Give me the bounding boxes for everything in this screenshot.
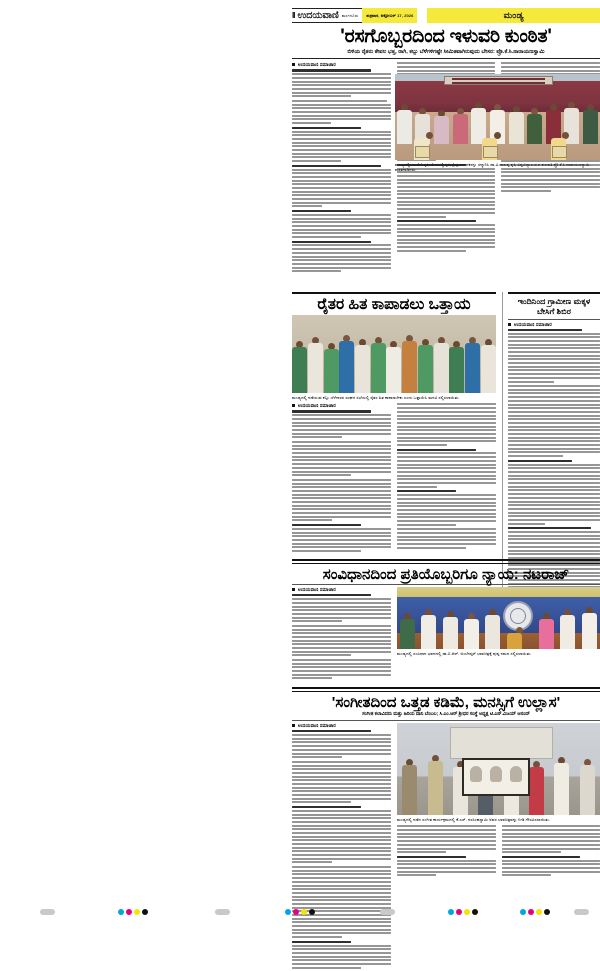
- third-block: [292, 556, 600, 682]
- paragraph: [508, 329, 600, 383]
- paragraph: [292, 761, 391, 804]
- bullet-square-icon: [508, 323, 511, 326]
- yellow-dot-icon: [464, 909, 470, 915]
- magenta-dot-icon: [528, 909, 534, 915]
- cyan-dot-icon: [520, 909, 526, 915]
- byline: [292, 723, 391, 728]
- byline: [508, 322, 600, 327]
- story3-photo-region: [397, 587, 600, 656]
- photo-people-front-row: [395, 132, 600, 160]
- cmyk-dots-2: [285, 909, 315, 915]
- magenta-dot-icon: [126, 909, 132, 915]
- story4-photo-caption: ಮಂಡ್ಯದಲ್ಲಿ ನಡೆದ ಸಂಗೀತ ಕಾರ್ಯಕ್ರಮದಲ್ಲಿ ಕೆ.ಎಸ್. ನರಸಿಂಹಸ್ವಾಮಿ ಅವರ ಭಾವಚಿತ್ರವನ್ನು ನೀಡಿ ಗೌರವಿಸಲಾಯಿತು.: [397, 817, 600, 823]
- story3-photo-caption: ಮಂಡ್ಯದಲ್ಲಿ ಸಂವಿಧಾನ ಭವನದಲ್ಲಿ ಡಾ.ಬಿ.ಆರ್. ಅಂಬೇಡ್ಕರ್ ಭಾವಚಿತ್ರಕ್ಕೆ ಪುಷ್ಪ ನಮನ ಸಲ್ಲಿಸಲಾಯಿತು.: [397, 651, 600, 657]
- magenta-dot-icon: [456, 909, 462, 915]
- paragraph: [508, 460, 600, 525]
- story2-region: [292, 292, 496, 555]
- lead-rule: [292, 58, 600, 59]
- cyan-dot-icon: [285, 909, 291, 915]
- story2-column-1: [292, 403, 391, 554]
- paragraph: [292, 410, 391, 438]
- lead-photo-caption: ಮಂಡ್ಯದಲ್ಲಿ ಎಂ.ಕೆ.ವಿ ಕೃಷಿ ಮೇಳದಲ್ಲಿ ಕೃಷಿ ಕ್ಷೇತ್ರದ ಸಾಧಕರನ್ನು ಸನ್ಮಾನಿಸಿ ಡಾ.ವಿ.ಹಾಲಪ್ಪ ಕೃಷಿ ವಿಶ್ವವಿದ್ಯಾಲಯದ ಕುಲಪತಿ ಪ್ರೊ.ಕೆ.ಸಿ.ನಾರಾಯಣಸ್ವಾಮಿ ಮಾತನಾಡಿದರು.: [395, 162, 600, 173]
- bullet-square-icon: [292, 404, 295, 407]
- photo-dignitaries-row: [397, 607, 600, 649]
- story4-headline: 'ಸಂಗೀತದಿಂದ ಒತ್ತಡ ಕಡಿಮೆ, ಮನಸ್ಸಿಗೆ ಉಲ್ಲಾಸ': [292, 695, 600, 711]
- story3-column-1: [292, 587, 391, 682]
- paragraph: [292, 625, 391, 657]
- lead-column-1: [292, 62, 391, 275]
- story3-photo: [397, 587, 600, 649]
- byline: [292, 587, 391, 592]
- paragraph: [397, 449, 496, 488]
- byline-label: ಉದಯವಾಣಿ ಸಮಾಚಾರ: [514, 322, 552, 327]
- story3-headline: ಸಂವಿಧಾನದಿಂದ ಪ್ರತಿಯೊಬ್ಬರಿಗೂ ನ್ಯಾಯ: ನಟರಾಜ್: [292, 567, 600, 583]
- lead-photo: [395, 74, 600, 160]
- cmyk-dots-1: [118, 909, 148, 915]
- page-sheet: [292, 8, 600, 894]
- paragraph: [292, 730, 391, 758]
- paragraph: [397, 490, 496, 525]
- story2-photo-caption: ಮಂಡ್ಯದಲ್ಲಿ ನಡೆಯುವ ಕಬ್ಬು ಬೆಳೆಗಾರರ ಸಂಘದ ಸಭೆಯಲ್ಲಿ ರೈತರ ಹಿತ ಕಾಪಾಡಬೇಕು ಎಂದು ಒತ್ತಾಯಿಸಿ ಮನವಿ ಸಲ್ಲಿಸಲಾಯಿತು.: [292, 395, 496, 401]
- lead-headline: 'ರಸಗೊಬ್ಬರದಿಂದ ಇಳುವರಿ ಕುಂಠಿತ': [292, 27, 600, 47]
- registration-pill: [380, 909, 395, 915]
- paper-name: ಉದಯವಾಣಿ: [297, 11, 338, 21]
- stage-banner: [444, 76, 553, 85]
- story4-subhead: ಸಂಗೀತ ಕಲಾವಿದರು ಮತ್ತು ಹಿರಿಯ ದಾನಿ ಬೆಂಬಲ; ಸಿ.ಎಂ.ಆರ್ ಶ್ರೀಧರ ಸಂಸ್ಥೆ ಅಧ್ಯಕ್ಷ ಟಿ.ಎನ್.ವಿಜಯ್ ಆನಂದ್: [292, 712, 600, 718]
- paragraph: [292, 69, 391, 97]
- paragraph: [292, 594, 391, 622]
- paragraph: [292, 479, 391, 522]
- story4-column-3: [502, 825, 600, 879]
- bullet-square-icon: [292, 724, 295, 727]
- paragraph: [502, 825, 600, 853]
- registration-pill: [574, 909, 589, 915]
- paragraph: [397, 856, 496, 877]
- paragraph: [292, 524, 391, 552]
- paragraph: [508, 385, 600, 457]
- registration-pill: [215, 909, 230, 915]
- paragraph: [397, 528, 496, 548]
- story4-column-2: [397, 825, 496, 879]
- paragraph: [397, 403, 496, 446]
- paragraph: [292, 241, 391, 273]
- yellow-dot-icon: [536, 909, 542, 915]
- masthead-gap: [417, 8, 427, 23]
- cmyk-dots-3: [448, 909, 478, 915]
- paragraph: [292, 165, 391, 208]
- black-dot-icon: [142, 909, 148, 915]
- paragraph: [502, 856, 600, 877]
- lead-subhead: ಬಿಳಿಯ ರೈತರು ಕೇವಲ ಭತ್ತ, ರಾಗಿ, ಕಬ್ಬು ಬೆಳೆಗಳಿಗಷ್ಟೇ ಸೀಮಿತವಾಗಿರುವುದು ಬೇಸರ: ಪ್ರೊ.ಕೆ.ಸಿ.ನಾರಾಯಣಸ್ವಾಮಿ: [292, 49, 600, 55]
- paragraph: [397, 220, 496, 252]
- photo-farmers-row: [292, 335, 496, 393]
- cmyk-dots-4: [520, 909, 550, 915]
- masthead-pipes-icon: II: [292, 12, 294, 20]
- story4-photo-region: [397, 723, 600, 879]
- black-dot-icon: [544, 909, 550, 915]
- paragraph: [292, 659, 391, 679]
- byline: [292, 62, 391, 67]
- byline-label: ಉದಯವಾಣಿ ಸಮಾಚಾರ: [298, 62, 336, 67]
- magenta-dot-icon: [293, 909, 299, 915]
- bullet-square-icon: [292, 63, 295, 66]
- registration-pill: [40, 909, 55, 915]
- masthead: [292, 8, 600, 23]
- byline: [292, 403, 391, 408]
- print-registration-bar: [0, 896, 600, 928]
- bullet-square-icon: [292, 588, 295, 591]
- paragraph: [292, 100, 391, 124]
- byline-label: ಉದಯವಾಣಿ ಸಮಾಚಾರ: [298, 403, 336, 408]
- story4-column-1: [292, 723, 391, 971]
- byline-label: ಉದಯವಾಣಿ ಸಮಾಚಾರ: [298, 587, 336, 592]
- masthead-edition: ಮಂಡ್ಯ: [427, 8, 600, 23]
- paragraph: [292, 441, 391, 476]
- paragraph: [292, 127, 391, 162]
- masthead-logo: [292, 8, 362, 23]
- paragraph: [397, 825, 496, 853]
- yellow-dot-icon: [301, 909, 307, 915]
- story4-photo: [397, 723, 600, 815]
- story2-headline: ರೈತರ ಹಿತ ಕಾಪಾಡಲು ಒತ್ತಾಯ: [292, 297, 496, 313]
- cyan-dot-icon: [448, 909, 454, 915]
- black-dot-icon: [472, 909, 478, 915]
- paragraph: [292, 941, 391, 969]
- yellow-dot-icon: [134, 909, 140, 915]
- paragraph: [292, 806, 391, 864]
- framed-portrait: [462, 758, 530, 796]
- paper-edition-sub: ಮಂಗಳೂರು: [342, 14, 359, 18]
- cyan-dot-icon: [118, 909, 124, 915]
- byline-label: ಉದಯವಾಣಿ ಸಮಾಚಾರ: [298, 723, 336, 728]
- paragraph: [292, 210, 391, 238]
- masthead-date: ಶುಕ್ರವಾರ, ಅಕ್ಟೋಬರ್ 17, 2026: [362, 8, 417, 23]
- story2-column-2: [397, 403, 496, 554]
- story2-photo: [292, 315, 496, 393]
- sidebar-headline: ಇಂದಿನಿಂದ ಗ್ರಾಮೀಣ ಮಕ್ಕಳ ಬೇಸಿಗೆ ಶಿಬಿರ: [508, 297, 600, 317]
- black-dot-icon: [309, 909, 315, 915]
